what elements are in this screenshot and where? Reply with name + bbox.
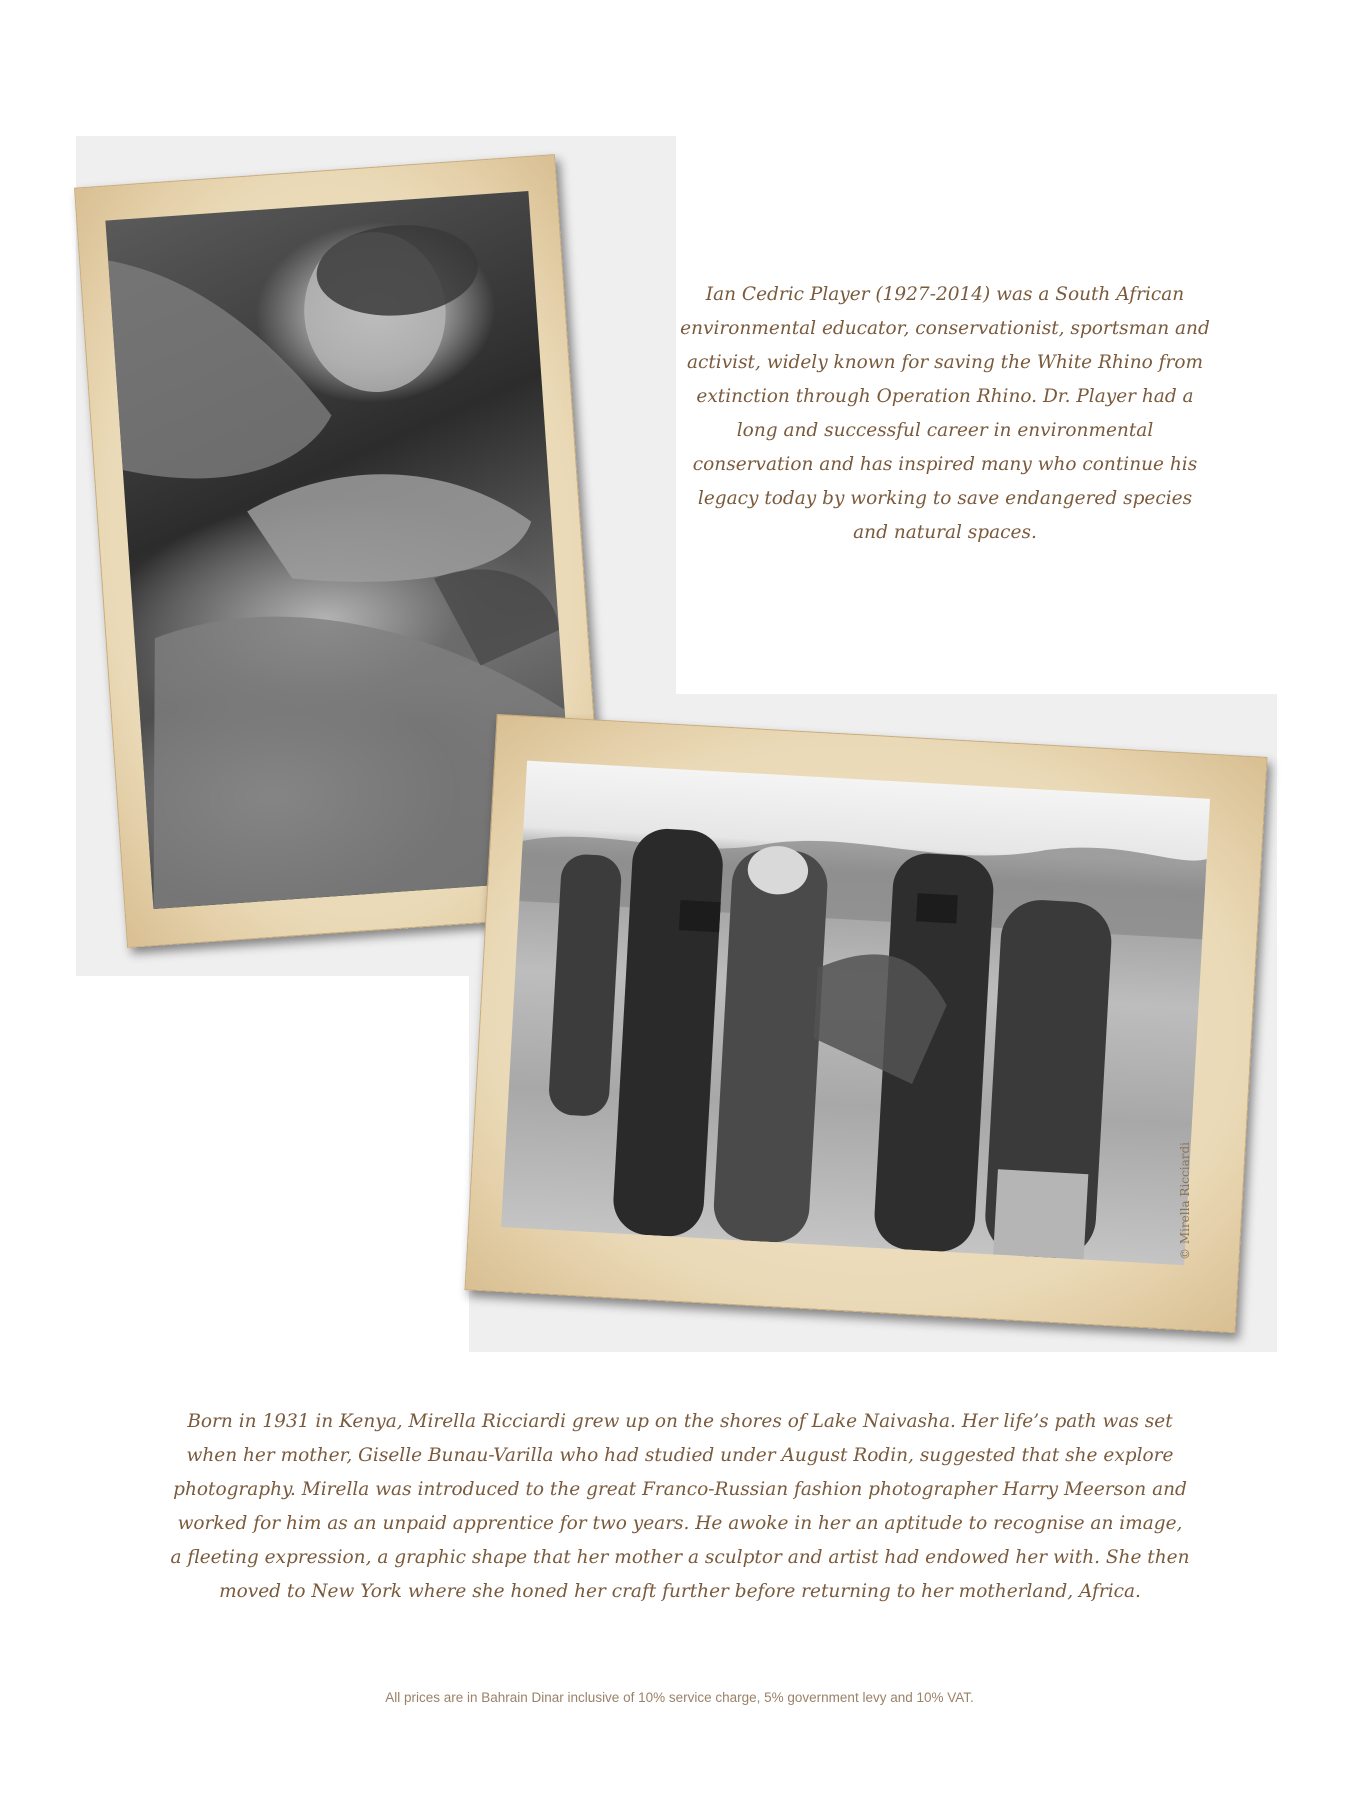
bio-mirella-ricciardi: Born in 1931 in Kenya, Mirella Ricciardi grew up on the shores of Lake Naivasha. Her life’s path was set when her mother, Giselle Bunau-Varilla who had studied under August Rodin, suggested that she explore photography. Mirella was introduced to the great Franco-Russian fashion photographer Harry Meerson and worked for him as an unpaid apprentice for two years. He awoke in her an aptitude to recognise an image, a fleeting expression, a graphic shape that her mother a sculptor and artist had endowed her with. She then moved to New York where she honed her craft further before returning to her motherland, Africa. [170,1411,1190,1602]
pricing-footer-note: All prices are in Bahrain Dinar inclusive of 10% service charge, 5% government levy and 10% VAT. [385,1690,974,1705]
photo-ricciardi-illustration [501,761,1210,1265]
bio-ian-player: Ian Cedric Player (1927-2014) was a South African environmental educator, conservationist, sportsman and activist, widely known for saving the White Rhino from extinction through Operation Rhino. Dr. Player had a long and successful career in environmental conservation and has inspired many who continue his legacy today by working to save endangered species and natural spaces. [680,284,1210,543]
vintage-print-ricciardi [464,714,1267,1333]
photo-credit: © Mirella Ricciardi [1178,1142,1192,1260]
photo-mirella-ricciardi [501,761,1210,1265]
